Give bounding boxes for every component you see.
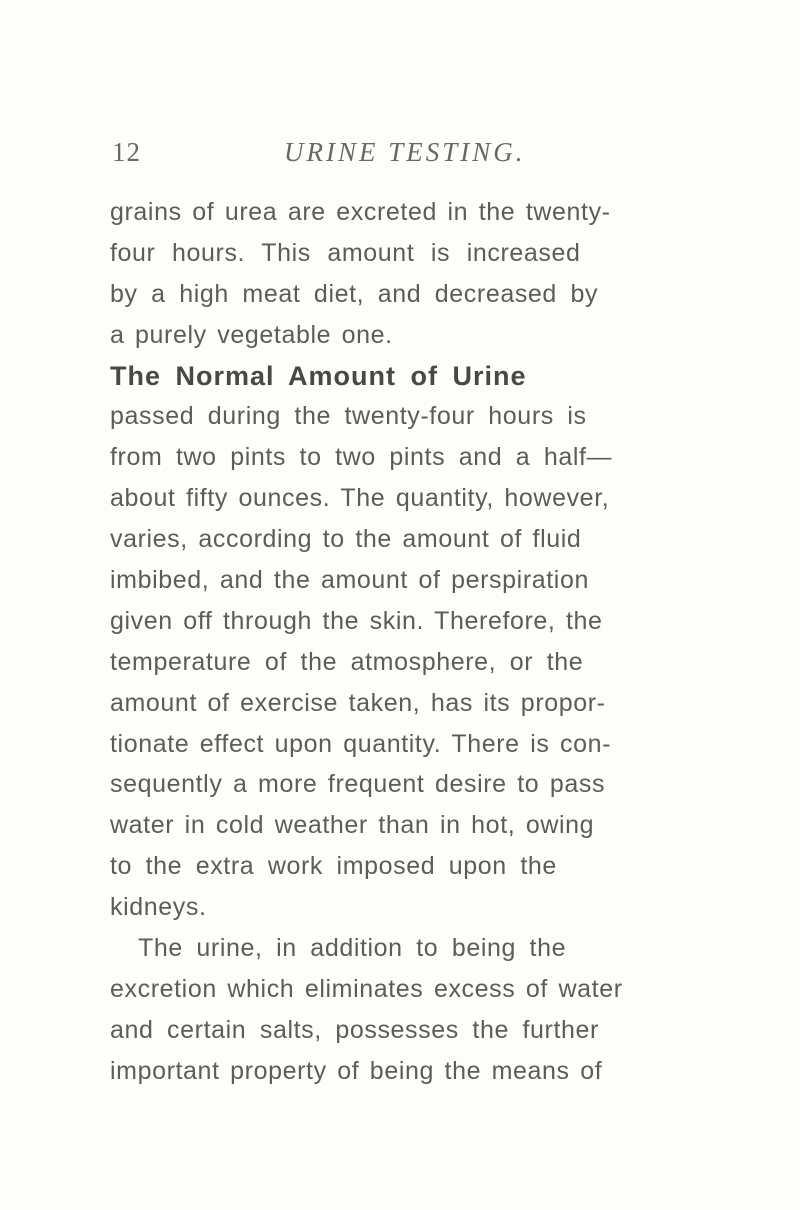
text-line: from two pints to two pints and a half— bbox=[110, 443, 613, 472]
text-line: grains of urea are excreted in the twenty- bbox=[110, 198, 611, 226]
text-line: imbibed, and the amount of perspiration bbox=[110, 566, 589, 595]
paragraph-start-line: The urine, in addition to being the bbox=[138, 934, 567, 963]
text-line: water in cold weather than in hot, owing bbox=[110, 811, 595, 840]
text-line: passed during the twenty-four hours is bbox=[110, 402, 587, 431]
text-line: sequently a more frequent desire to pass bbox=[110, 770, 606, 799]
page-number: 12 bbox=[112, 137, 141, 167]
text-line: four hours. This amount is increased bbox=[110, 238, 581, 267]
text-line: excretion which eliminates excess of water bbox=[110, 974, 623, 1003]
running-head bbox=[112, 137, 692, 173]
running-title: URINE TESTING. bbox=[284, 137, 526, 167]
text-line: amount of exercise taken, has its propor- bbox=[110, 688, 606, 717]
text-line: important property of being the means of bbox=[110, 1056, 603, 1085]
text-line: to the extra work imposed upon the bbox=[110, 852, 557, 881]
text-line: tionate effect upon quantity. There is con- bbox=[110, 729, 612, 758]
section-heading: The Normal Amount of Urine bbox=[110, 360, 527, 391]
text-line: about fifty ounces. The quantity, however, bbox=[110, 484, 610, 513]
text-line: a purely vegetable one. bbox=[110, 320, 393, 349]
text-line: by a high meat diet, and decreased by bbox=[110, 279, 599, 308]
text-line: given off through the skin. Therefore, the bbox=[110, 606, 603, 635]
text-line: temperature of the atmosphere, or the bbox=[110, 647, 584, 676]
text-line: and certain salts, possesses the further bbox=[110, 1015, 599, 1044]
text-line: varies, according to the amount of fluid bbox=[110, 525, 582, 554]
body-text bbox=[110, 192, 706, 1092]
text-line: kidneys. bbox=[110, 893, 207, 922]
